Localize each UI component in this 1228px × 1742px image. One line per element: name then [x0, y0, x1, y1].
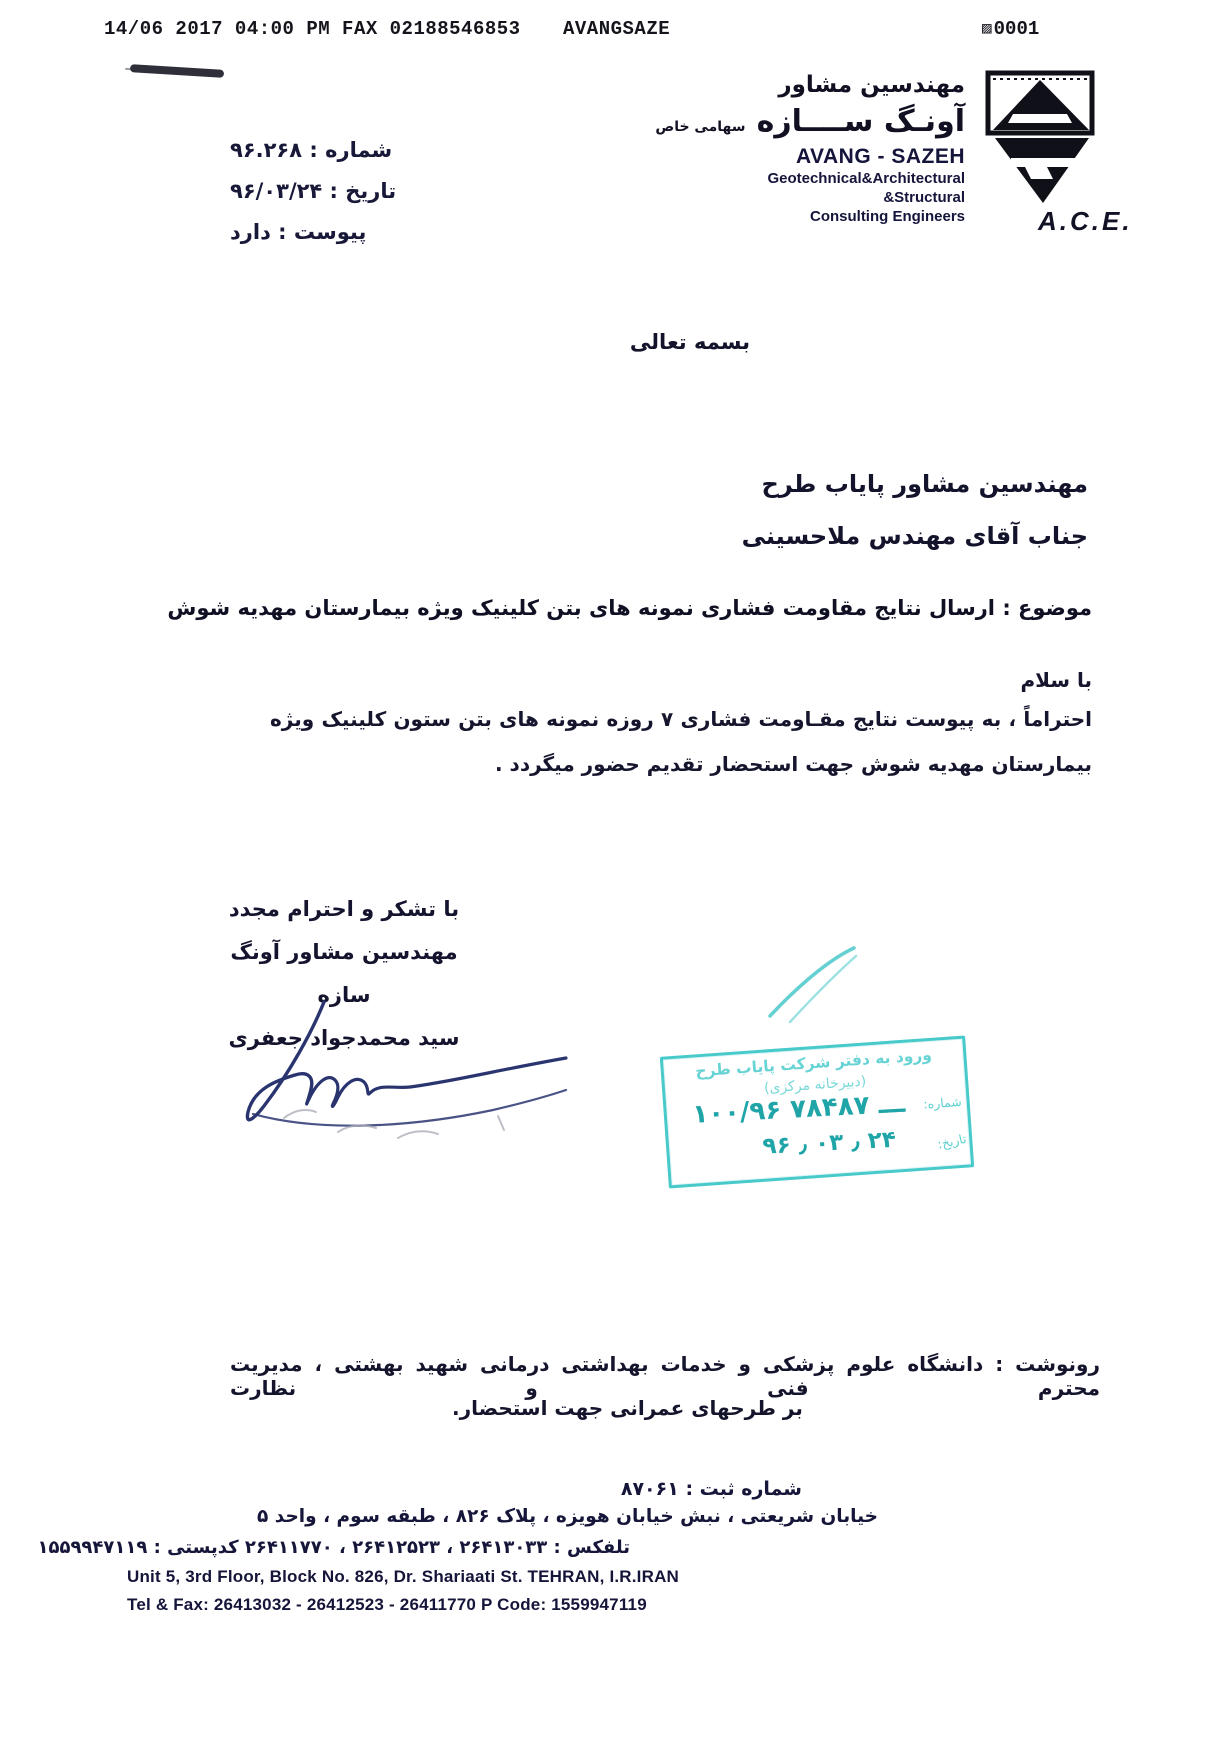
letterhead-fa-title: مهندسین مشاور: [778, 72, 965, 98]
recipient-company: مهندسین مشاور پایاب طرح: [761, 470, 1088, 498]
company-desc-line2: &Structural: [883, 189, 965, 206]
cc-line-2: بر طرحهای عمرانی جهت استحضار.: [452, 1396, 803, 1420]
registration-number: شماره ثبت : ۸۷۰۶۱: [620, 1478, 802, 1500]
body-line-1: احتراماً ، به پیوست نتایج مقـاومت فشاری ۷ روزه نمونه های بتن ستون کلینیک ویژه: [270, 707, 1092, 731]
received-stamp: [660, 1035, 974, 1188]
handwritten-signature: [198, 998, 578, 1148]
company-name-fa: آونـگ ســــازه: [756, 104, 965, 139]
scan-smudge-mark: [130, 64, 224, 78]
fax-header: [0, 18, 1228, 48]
closing-signatory: سید محمدجواد جعفری: [228, 1026, 460, 1050]
company-logo: [985, 70, 1135, 214]
recipient-person: جناب آقای مهندس ملاحسینی: [741, 522, 1088, 550]
closing-regards: با تشکر و احترام مجدد: [228, 897, 460, 921]
page-counter-icon: ▨: [982, 20, 992, 38]
stamp-subtitle: (دبیرخانه مرکزی): [763, 1073, 867, 1097]
telefax-en: Tel & Fax: 26413032 - 26412523 - 26411770 P Code: 1559947119: [127, 1595, 647, 1614]
company-name-en: AVANG - SAZEH: [795, 145, 965, 168]
pyramid-logo-icon: [985, 70, 1095, 210]
telefax-fa: تلفکس : ۲۶۴۱۳۰۳۳ ، ۲۶۴۱۲۵۲۳ ، ۲۶۴۱۱۷۷۰ کدپستی : ۱۵۵۹۹۴۷۱۱۹: [37, 1537, 630, 1558]
recipient-block: [742, 458, 1088, 562]
teal-checkmark: [756, 944, 876, 1034]
letter-attachment: پیوست : دارد: [230, 220, 367, 244]
closing-company: مهندسین مشاور آونگ سازه: [230, 940, 458, 1007]
letter-meta: [230, 138, 508, 261]
letterhead: [535, 72, 965, 226]
letter-date: تاریخ : ۹۶/۰۳/۲۴: [230, 179, 397, 203]
letterhead-en: [535, 145, 965, 226]
fax-timestamp: 14/06 2017 04:00 PM FAX 02188546853: [104, 18, 521, 40]
body-line-2: بیمارستان مهدیه شوش جهت استحضار تقدیم حضور میگردد .: [495, 752, 1092, 776]
company-desc-line1: Geotechnical&Architectural: [767, 170, 965, 187]
company-desc-line3: Consulting Engineers: [809, 208, 965, 225]
company-type-fa: سهامی خاص: [655, 119, 746, 135]
fax-page-counter: [982, 18, 1039, 40]
fax-page-number: 0001: [993, 18, 1040, 40]
fax-sender-name: AVANGSAZE: [563, 18, 671, 40]
address-en: Unit 5, 3rd Floor, Block No. 826, Dr. Shariaati St. TEHRAN, I.R.IRAN: [127, 1567, 680, 1586]
stamp-number-label: شماره:: [922, 1093, 963, 1112]
company-abbreviation: A.C.E.: [1038, 206, 1133, 236]
cc-line-1: رونوشت : دانشگاه علوم پزشکی و خدمات بهداشتی درمانی شهید بهشتی ، مدیریت محترم فنی و نظارت: [230, 1352, 1100, 1400]
stamp-date-value: ۹۶ ٫ ۰۳ ٫ ۲۴: [761, 1126, 897, 1160]
stamp-date-label: تاریخ:: [936, 1130, 968, 1152]
letter-number: شماره : ۹۶.۲۶۸: [230, 138, 393, 162]
stamp-number-value: ۱۰۰/۹۶ ـــ ۷۸۴۸۷: [691, 1088, 906, 1130]
letter-body: [270, 668, 1092, 779]
subject-line: موضوع : ارسال نتایج مقاومت فشاری نمونه های بتن کلینیک ویژه بیمارستان مهدیه شوش: [167, 596, 1092, 620]
besmele-heading: بسمه تعالی: [629, 330, 751, 354]
letterhead-fa-company: [535, 104, 965, 139]
stamp-title: ورود به دفتر شرکت پایاب طرح: [694, 1045, 933, 1081]
salutation: با سلام: [1020, 668, 1092, 692]
address-fa: خیابان شریعتی ، نبش خیابان هویزه ، پلاک ۸۲۶ ، طبقه سوم ، واحد ۵: [257, 1506, 878, 1527]
